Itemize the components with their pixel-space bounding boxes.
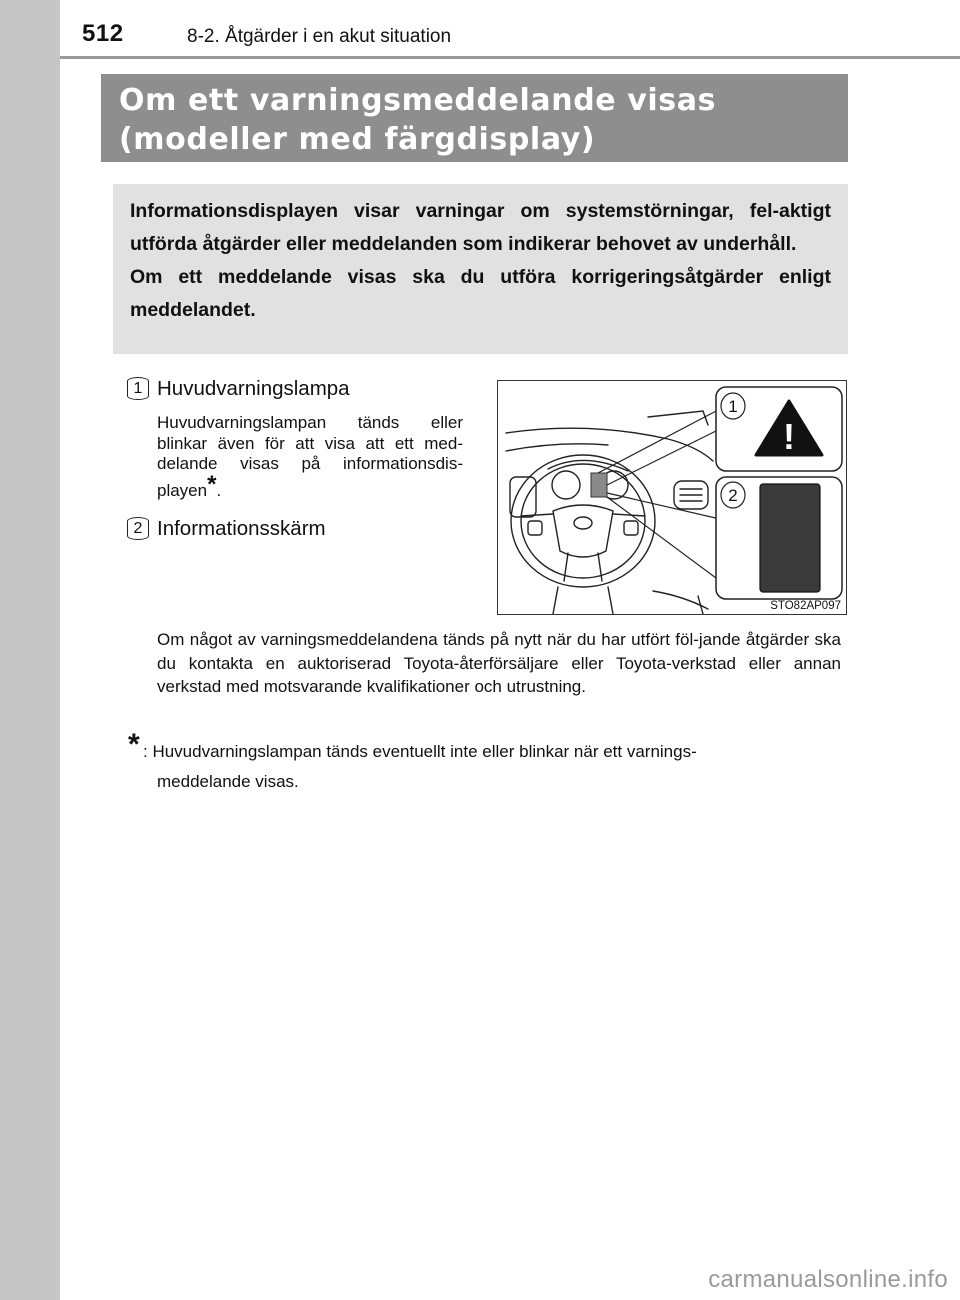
warning-exclamation: ! xyxy=(783,416,795,457)
information-display-screen xyxy=(760,484,820,592)
gauge-left xyxy=(552,471,580,499)
left-air-vent xyxy=(510,477,536,517)
footnote-star: * xyxy=(128,728,140,761)
body-paragraph: Om något av varningsmeddelandena tänds på nytt när du har utfört föl-jande åtgärder ska du kontakta en auktoriserad Toyota-återförsäljare eller Toyota-verkstad eller annan verkstad med motsvarande kvalifikationer och utrustning. xyxy=(157,630,841,696)
dashboard-drawing xyxy=(498,381,846,614)
intro-box xyxy=(113,184,848,354)
section-heading-line-2: (modeller med färgdisplay) xyxy=(119,122,596,157)
header-divider xyxy=(60,56,960,59)
display-highlight xyxy=(591,473,607,497)
figure-code: STO82AP097 xyxy=(770,600,841,612)
dashboard-edge xyxy=(506,428,713,461)
item-1-number-badge: 1 xyxy=(127,377,149,400)
chapter-title: 8-2. Åtgärder i en akut situation xyxy=(187,26,452,47)
section-heading-line-1: Om ett varningsmeddelande visas xyxy=(119,83,717,118)
item-1-title: Huvudvarningslampa xyxy=(157,377,350,400)
footnote xyxy=(143,737,841,797)
windshield-edge xyxy=(648,411,708,425)
page-number: 512 xyxy=(82,20,124,47)
callout-1-label: 1 xyxy=(728,397,738,416)
side-margin-bar xyxy=(0,0,60,1300)
item-2-number-badge: 2 xyxy=(127,517,149,540)
section-heading xyxy=(101,74,848,162)
item-1-description xyxy=(157,413,463,501)
leader-line-1 xyxy=(598,409,720,473)
footnote-line-2: meddelande visas. xyxy=(157,772,299,791)
item-1-description-text: Huvudvarningslampan tänds eller blinkar även för att visa att ett med-delande visas på informationsdis-playen xyxy=(157,413,463,500)
steering-wheel-hub xyxy=(553,505,613,557)
dashboard-trim xyxy=(506,444,608,451)
dashboard-illustration xyxy=(497,380,847,615)
item-2-title: Informationsskärm xyxy=(157,517,326,540)
intro-paragraph-1: Informationsdisplayen visar varningar om systemstörningar, fel-aktigt utförda åtgärder eller meddelanden som indikerar behovet av underhåll. xyxy=(130,200,831,255)
callout-2-label: 2 xyxy=(728,486,738,505)
watermark: carmanualsonline.info xyxy=(708,1266,948,1293)
footnote-marker: * xyxy=(207,470,217,498)
item-1-description-end: . xyxy=(216,480,222,500)
intro-paragraph-2: Om ett meddelande visas ska du utföra korrigeringsåtgärder enligt meddelandet. xyxy=(130,266,831,321)
footnote-line-1: : Huvudvarningslampan tänds eventuellt inte eller blinkar när ett varnings- xyxy=(143,742,697,761)
